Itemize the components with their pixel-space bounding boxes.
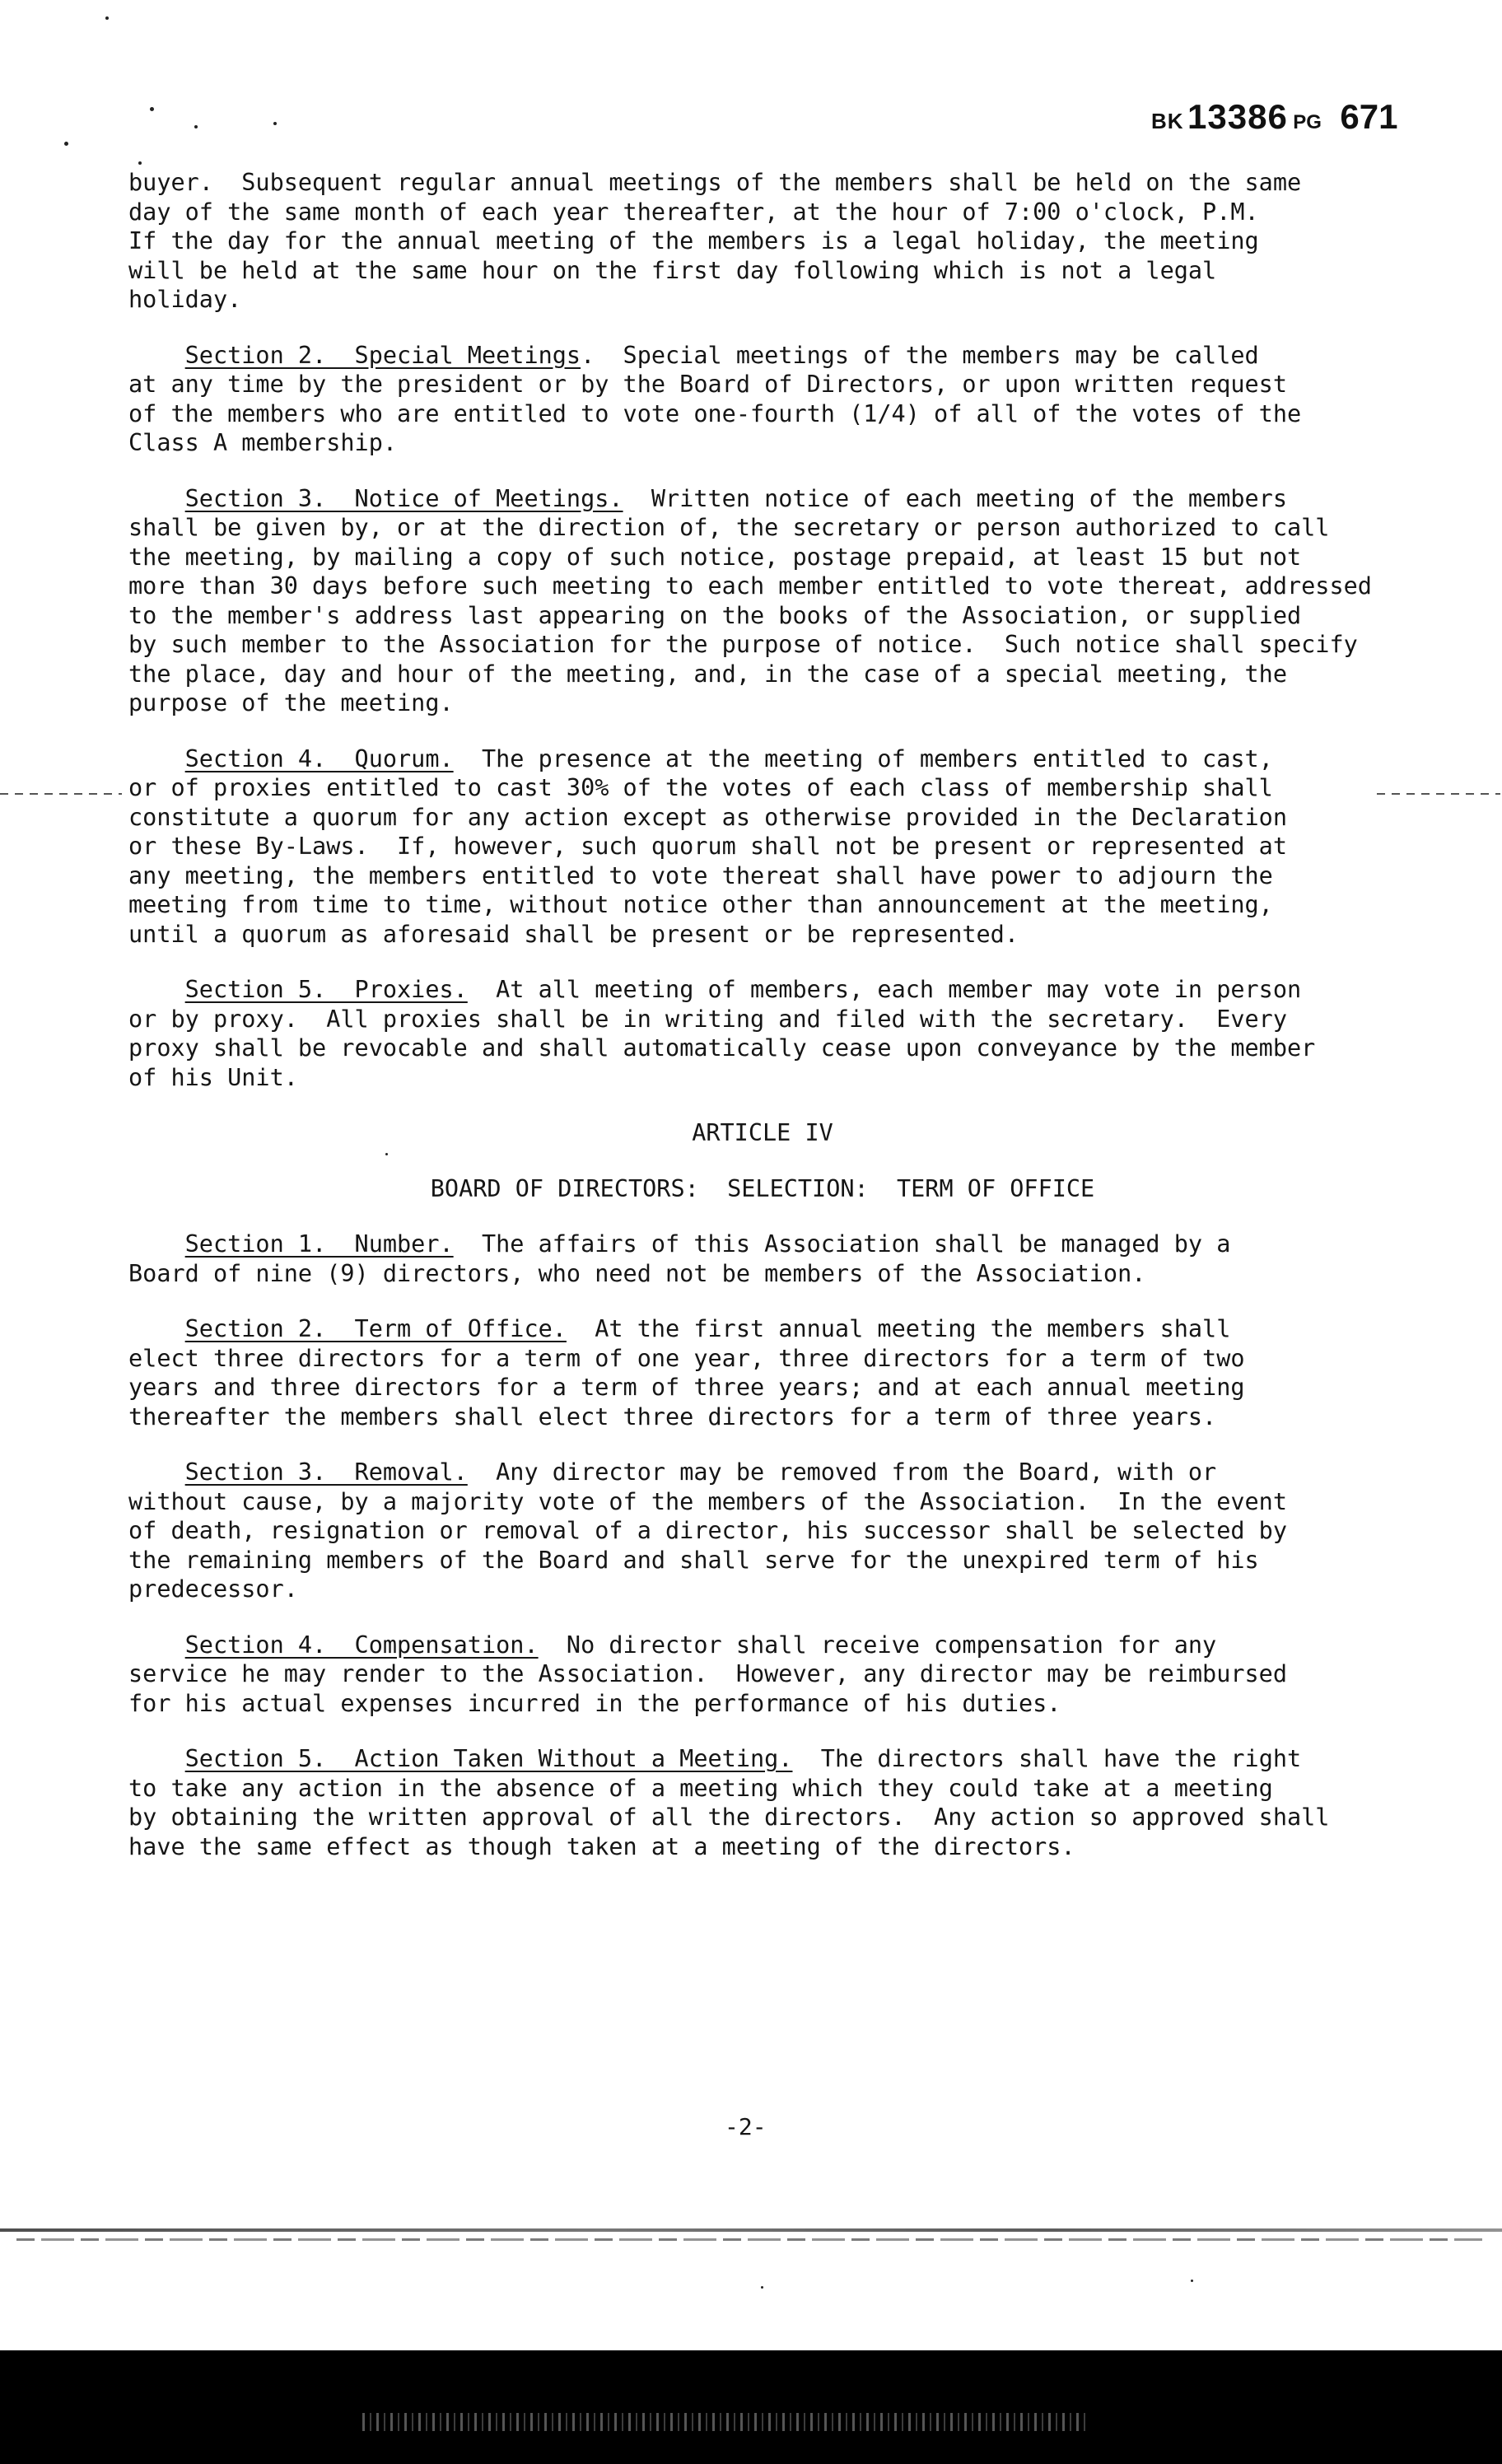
section-heading: Section 2. Special Meetings: [184, 341, 581, 369]
scan-edge-rule: [0, 2228, 1502, 2232]
scan-edge-rule-secondary: [16, 2238, 1482, 2241]
section-heading-line: Section 1. Number. The affairs of this Association shall be managed by a: [184, 1230, 1231, 1258]
scan-speck: [150, 107, 154, 111]
paragraph-gap: [128, 949, 1479, 975]
section-heading-line: Section 5. Proxies. At all meeting of members, each member may vote in person: [184, 976, 1302, 1003]
text-line: purpose of the meeting.: [128, 689, 454, 716]
paragraph-notice-of-meetings: [128, 484, 1479, 718]
section-heading: Section 3. Removal.: [184, 1458, 468, 1486]
paragraph-gap: [128, 315, 1479, 341]
scan-speck: [64, 142, 68, 146]
text-line: the meeting, by mailing a copy of such notice, postage prepaid, at least 15 but not: [128, 543, 1302, 571]
section-heading: Section 1. Number.: [184, 1230, 454, 1258]
text-line: thereafter the members shall elect three directors for a term of three years.: [128, 1402, 1217, 1430]
text-line: shall be given by, or at the direction of, the secretary or person authorized to call: [128, 514, 1330, 541]
section-heading: Section 2. Term of Office.: [184, 1315, 567, 1342]
text-line: the place, day and hour of the meeting, and, in the case of a special meeting, the: [128, 660, 1287, 688]
section-heading: Section 4. Quorum.: [184, 744, 454, 772]
paragraph-compensation: [128, 1631, 1479, 1719]
paragraph-gap: [128, 1431, 1479, 1458]
text-line: or by proxy. All proxies shall be in writing and filed with the secretary. Every: [128, 1005, 1287, 1033]
text-line: predecessor.: [128, 1575, 298, 1603]
text-line: to the member's address last appearing on the books of the Association, or supplied: [128, 601, 1302, 629]
section-heading-line: Section 2. Special Meetings. Special meetings of the members may be called: [184, 341, 1259, 369]
paragraph-term-of-office: [128, 1314, 1479, 1431]
text-line: more than 30 days before such meeting to each member entitled to vote thereat, addressed: [128, 572, 1372, 600]
text-line: until a quorum as aforesaid shall be present or be represented.: [128, 920, 1019, 948]
text-line: have the same effect as though taken at a meeting of the directors.: [128, 1832, 1075, 1860]
text-line: day of the same month of each year thereafter, at the hour of 7:00 o'clock, P.M.: [128, 198, 1259, 226]
text-line: buyer. Subsequent regular annual meetings of the members shall be held on the same: [128, 169, 1302, 196]
text-line: at any time by the president or by the Board of Directors, or upon written request: [128, 371, 1287, 398]
paragraph-gap: [128, 1288, 1479, 1314]
text-line: elect three directors for a term of one year, three directors for a term of two: [128, 1344, 1245, 1372]
scan-speck: [273, 122, 277, 125]
scan-speck: [138, 161, 142, 165]
section-heading: Section 4. Compensation.: [184, 1631, 539, 1659]
text-line: of death, resignation or removal of a director, his successor shall be selected by: [128, 1517, 1287, 1544]
page-number: -2-: [725, 2113, 767, 2140]
text-line: If the day for the annual meeting of the members is a legal holiday, the meeting: [128, 227, 1259, 254]
text-line: service he may render to the Association. However, any director may be reimbursed: [128, 1660, 1287, 1687]
section-heading: Section 3. Notice of Meetings.: [184, 484, 623, 512]
text-line: will be held at the same hour on the first day following which is not a legal: [128, 256, 1217, 284]
paragraph-gap: [128, 718, 1479, 744]
paragraph-gap: [128, 1203, 1479, 1230]
paragraph-proxies: [128, 975, 1479, 1092]
paragraph-annual-meetings: [128, 168, 1479, 315]
scan-speck: [761, 2286, 763, 2289]
recording-stamp: [1151, 97, 1397, 137]
text-line: without cause, by a majority vote of the members of the Association. In the event: [128, 1487, 1287, 1515]
scan-speck: [105, 16, 109, 20]
book-prefix: BK: [1151, 109, 1184, 133]
scan-bottom-noise: [362, 2413, 1087, 2431]
page-number-stamp: 671: [1340, 97, 1398, 136]
paragraph-special-meetings: [128, 341, 1479, 458]
text-line: constitute a quorum for any action except as otherwise provided in the Declaration: [128, 803, 1287, 831]
paragraph-gap: [128, 1148, 1479, 1174]
text-line: or of proxies entitled to cast 30% of the votes of each class of membership shall: [128, 774, 1273, 801]
text-line: the remaining members of the Board and shall serve for the unexpired term of his: [128, 1546, 1259, 1574]
text-line: holiday.: [128, 286, 242, 313]
section-heading-line: Section 2. Term of Office. At the first annual meeting the members shall: [184, 1315, 1231, 1342]
text-line: of his Unit.: [128, 1063, 298, 1091]
paragraph-action-without-meeting: [128, 1744, 1479, 1861]
section-heading-line: Section 3. Notice of Meetings. Written notice of each meeting of the members: [184, 484, 1288, 512]
article-title: BOARD OF DIRECTORS: SELECTION: TERM OF OFFICE: [430, 1174, 1095, 1202]
text-line: of the members who are entitled to vote one-fourth (1/4) of all of the votes of the: [128, 399, 1302, 427]
text-line: any meeting, the members entitled to vote thereat shall have power to adjourn the: [128, 861, 1273, 889]
scan-speck: [1191, 2280, 1193, 2282]
paragraph-removal: [128, 1458, 1479, 1604]
article-number: ARTICLE IV: [692, 1119, 833, 1146]
text-line: or these By-Laws. If, however, such quorum shall not be present or represented at: [128, 833, 1287, 860]
text-line: Class A membership.: [128, 429, 398, 456]
paragraph-gap: [128, 1092, 1479, 1118]
scan-speck: [194, 125, 198, 128]
section-heading-line: Section 4. Quorum. The presence at the meeting of members entitled to cast,: [184, 744, 1273, 772]
paragraph-gap: [128, 458, 1479, 484]
section-heading-line: Section 3. Removal. Any director may be removed from the Board, with or: [184, 1458, 1217, 1486]
section-heading: Section 5. Proxies.: [184, 976, 468, 1003]
text-line: Board of nine (9) directors, who need not be members of the Association.: [128, 1259, 1146, 1287]
text-line: by obtaining the written approval of all the directors. Any action so approved shall: [128, 1804, 1330, 1831]
scan-mark-left: [0, 793, 122, 795]
page-prefix: PG: [1293, 111, 1322, 133]
text-line: for his actual expenses incurred in the performance of his duties.: [128, 1689, 1061, 1717]
paragraph-quorum: [128, 744, 1479, 950]
text-line: years and three directors for a term of three years; and at each annual meeting: [128, 1374, 1245, 1401]
text-line: meeting from time to time, without notice other than announcement at the meeting,: [128, 891, 1273, 918]
scan-bottom-border: [0, 2350, 1502, 2464]
text-line: by such member to the Association for the purpose of notice. Such notice shall specify: [128, 631, 1358, 658]
paragraph-number: [128, 1230, 1479, 1288]
text-line: proxy shall be revocable and shall automatically cease upon conveyance by the member: [128, 1034, 1316, 1062]
section-heading: Section 5. Action Taken Without a Meeting.: [184, 1745, 793, 1772]
text-line: to take any action in the absence of a meeting which they could take at a meeting: [128, 1774, 1273, 1802]
paragraph-gap: [128, 1604, 1479, 1631]
book-number: 13386: [1187, 97, 1288, 136]
paragraph-gap: [128, 1718, 1479, 1744]
section-heading-line: Section 4. Compensation. No director shall receive compensation for any: [184, 1631, 1217, 1659]
section-heading-line: Section 5. Action Taken Without a Meeting. The directors shall have the right: [184, 1745, 1302, 1772]
document-body: [128, 168, 1479, 1861]
